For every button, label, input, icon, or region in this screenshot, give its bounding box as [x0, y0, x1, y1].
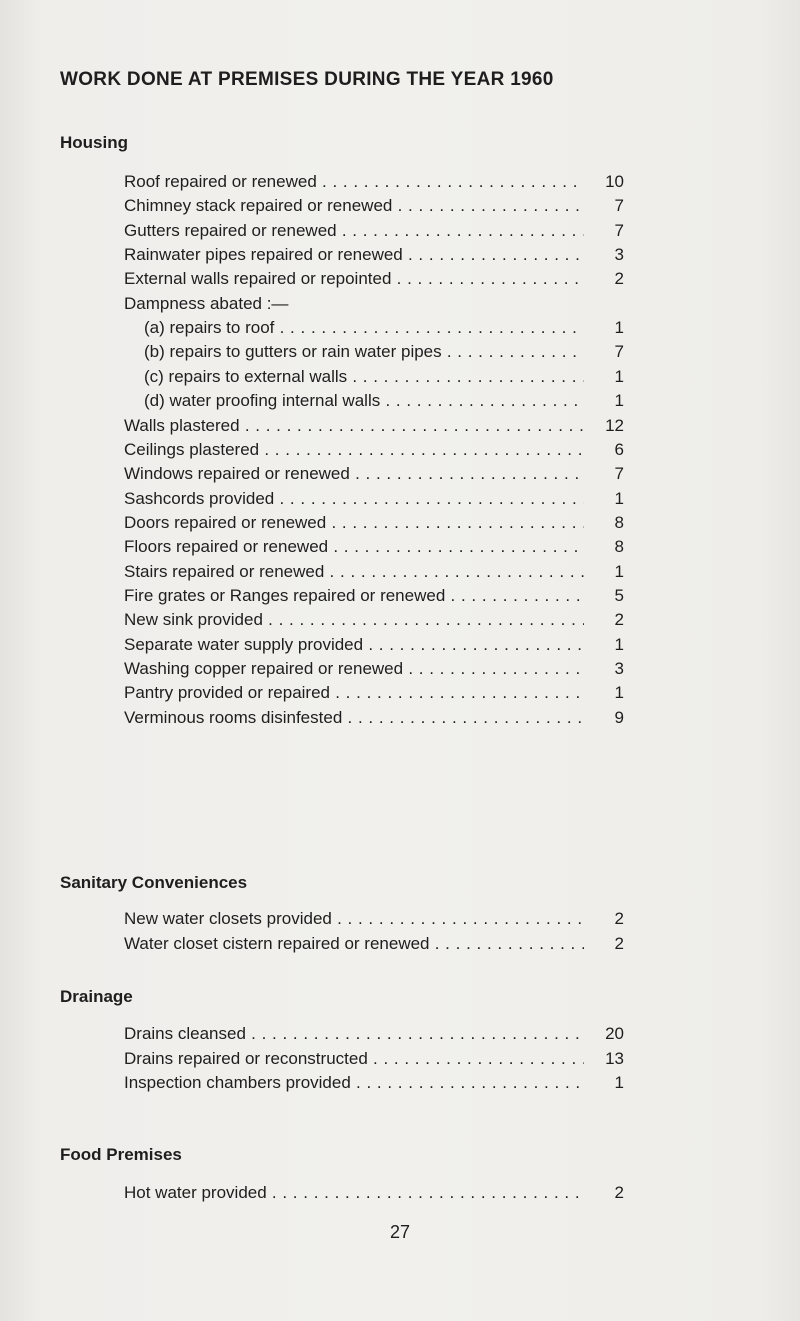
item-value: 3: [614, 245, 624, 265]
list-item-washing-copper-repaired-or-renewed: [124, 657, 624, 681]
item-label: Stairs repaired or renewed . . .: [124, 562, 584, 581]
item-value: 7: [614, 220, 624, 240]
item-value: 7: [614, 464, 624, 484]
section-heading-drainage: Drainage: [60, 987, 133, 1006]
item-value: 9: [614, 707, 624, 727]
item-label: New water closets provided . . .: [124, 909, 584, 928]
item-label-wrap: [144, 340, 584, 364]
item-value: 7: [614, 196, 624, 216]
item-value: 2: [614, 1183, 624, 1202]
list-item-windows-repaired-or-renewed: [124, 462, 624, 486]
list-item-new-water-closets-provided: [124, 907, 624, 931]
item-value: 10: [605, 172, 624, 191]
list-item-new-sink-provided: [124, 608, 624, 632]
list-item-b-repairs-to-gutters-or-rain-water-pipes: [144, 340, 624, 364]
item-label-wrap: [124, 170, 584, 194]
list-item-drains-cleansed: [124, 1022, 624, 1046]
list-item-inspection-chambers-provided: [124, 1071, 624, 1095]
item-value: 20: [605, 1024, 624, 1043]
item-value: 1: [614, 488, 624, 508]
list-item-verminous-rooms-disinfested: [124, 706, 624, 730]
item-label: Fire grates or Ranges repaired or renewed . . .: [124, 586, 584, 605]
item-label: Hot water provided . . .: [124, 1183, 584, 1202]
item-label: (a) repairs to roof . . .: [144, 318, 584, 337]
item-label-wrap: [124, 1022, 584, 1046]
item-label: Doors repaired or renewed . . .: [124, 513, 584, 532]
item-label: Gutters repaired or renewed . . .: [124, 221, 584, 240]
item-label: (c) repairs to external walls . . .: [144, 367, 584, 386]
item-label-wrap: [124, 657, 584, 681]
section-heading-food-premises: Food Premises: [60, 1145, 182, 1164]
item-label: Separate water supply provided . . .: [124, 635, 584, 654]
item-label-wrap: [124, 194, 584, 218]
item-label-wrap: [124, 608, 584, 632]
page-title: WORK DONE AT PREMISES DURING THE YEAR 1960: [60, 69, 554, 90]
item-label-wrap: [144, 389, 584, 413]
item-label: Water closet cistern repaired or renewed . . .: [124, 934, 584, 953]
list-item-roof-repaired-or-renewed: [124, 170, 624, 194]
section-heading-sanitary-conveniences: Sanitary Conveniences: [60, 873, 248, 892]
item-value: 1: [614, 561, 624, 581]
list-item-pantry-provided-or-repaired: [124, 681, 624, 705]
item-value: 1: [614, 683, 624, 703]
item-label: (b) repairs to gutters or rain water pipes . . .: [144, 342, 584, 361]
item-label-wrap: [124, 681, 584, 705]
item-label-wrap: [124, 584, 584, 608]
item-label-wrap: [124, 267, 584, 291]
item-label-wrap: [124, 462, 584, 486]
list-item-fire-grates-or-ranges-repaired-or-renewe: [124, 584, 624, 608]
list-item-walls-plastered: [124, 414, 624, 438]
item-label: Sashcords provided . . .: [124, 489, 584, 508]
list-item-gutters-repaired-or-renewed: [124, 219, 624, 243]
item-value: 12: [605, 415, 624, 435]
list-item-drains-repaired-or-reconstructed: [124, 1047, 624, 1071]
item-value: 1: [614, 1073, 624, 1092]
item-label: Floors repaired or renewed . . .: [124, 537, 584, 556]
item-label: Verminous rooms disinfested . . .: [124, 708, 584, 727]
item-label-wrap: [124, 932, 584, 956]
item-label-wrap: [144, 316, 584, 340]
list-item-d-water-proofing-internal-walls: [144, 389, 624, 413]
list-item-ceilings-plastered: [124, 438, 624, 462]
item-value: 2: [614, 610, 624, 630]
item-label-wrap: [124, 219, 584, 243]
item-label-wrap: [124, 535, 584, 559]
item-label: Dampness abated :—: [124, 293, 289, 313]
list-item-separate-water-supply-provided: [124, 633, 624, 657]
item-label: Rainwater pipes repaired or renewed . . .: [124, 245, 584, 264]
item-value: 7: [614, 342, 624, 362]
item-label-wrap: [124, 560, 584, 584]
item-label-wrap: [124, 414, 584, 438]
item-label: Drains cleansed . . .: [124, 1024, 584, 1043]
item-label-wrap: [124, 1047, 584, 1071]
item-value: 5: [614, 585, 624, 605]
item-value: 8: [614, 512, 624, 532]
item-label-wrap: [124, 1071, 584, 1095]
item-value: 1: [614, 318, 624, 338]
list-item-hot-water-provided: [124, 1181, 624, 1205]
item-label-wrap: [124, 292, 584, 316]
item-label: Drains repaired or reconstructed . . .: [124, 1049, 584, 1068]
item-label: Washing copper repaired or renewed . . .: [124, 659, 584, 678]
item-label-wrap: [124, 511, 584, 535]
item-label-wrap: [124, 633, 584, 657]
item-label: New sink provided . . .: [124, 610, 584, 629]
item-value: 1: [614, 634, 624, 654]
item-value: 2: [614, 909, 624, 928]
item-label: Inspection chambers provided . . .: [124, 1073, 584, 1092]
list-item-chimney-stack-repaired-or-renewed: [124, 194, 624, 218]
item-value: 8: [614, 537, 624, 557]
item-label-wrap: [124, 907, 584, 931]
item-label: Walls plastered . . .: [124, 416, 584, 435]
item-label-wrap: [124, 1181, 584, 1205]
item-value: 3: [614, 659, 624, 678]
list-item-doors-repaired-or-renewed: [124, 511, 624, 535]
item-label: Windows repaired or renewed . . .: [124, 464, 584, 483]
item-value: 13: [605, 1048, 624, 1068]
item-value: 6: [614, 439, 624, 459]
item-label: Chimney stack repaired or renewed . . .: [124, 196, 584, 215]
section-heading-housing: Housing: [60, 133, 128, 152]
page-number: 27: [389, 1222, 411, 1242]
item-label: (d) water proofing internal walls . . .: [144, 391, 584, 410]
item-label-wrap: [144, 365, 584, 389]
list-item-sashcords-provided: [124, 487, 624, 511]
list-item-dampness-abated: [124, 292, 624, 316]
item-value: 2: [614, 933, 624, 953]
list-item-rainwater-pipes-repaired-or-renewed: [124, 243, 624, 267]
item-label: Roof repaired or renewed . . .: [124, 172, 584, 191]
list-item-water-closet-cistern-repaired-or-renewed: [124, 932, 624, 956]
item-label-wrap: [124, 438, 584, 462]
list-item-stairs-repaired-or-renewed: [124, 560, 624, 584]
item-label-wrap: [124, 243, 584, 267]
item-value: 1: [614, 366, 624, 386]
item-value: 1: [614, 391, 624, 411]
list-item-external-walls-repaired-or-repointed: [124, 267, 624, 291]
list-item-c-repairs-to-external-walls: [144, 365, 624, 389]
item-label-wrap: [124, 706, 584, 730]
item-label-wrap: [124, 487, 584, 511]
item-label: External walls repaired or repointed . . .: [124, 269, 584, 288]
item-value: 2: [614, 269, 624, 289]
list-item-a-repairs-to-roof: [144, 316, 624, 340]
item-label: Ceilings plastered . . .: [124, 440, 584, 459]
list-item-floors-repaired-or-renewed: [124, 535, 624, 559]
item-label: Pantry provided or repaired . . .: [124, 683, 584, 702]
